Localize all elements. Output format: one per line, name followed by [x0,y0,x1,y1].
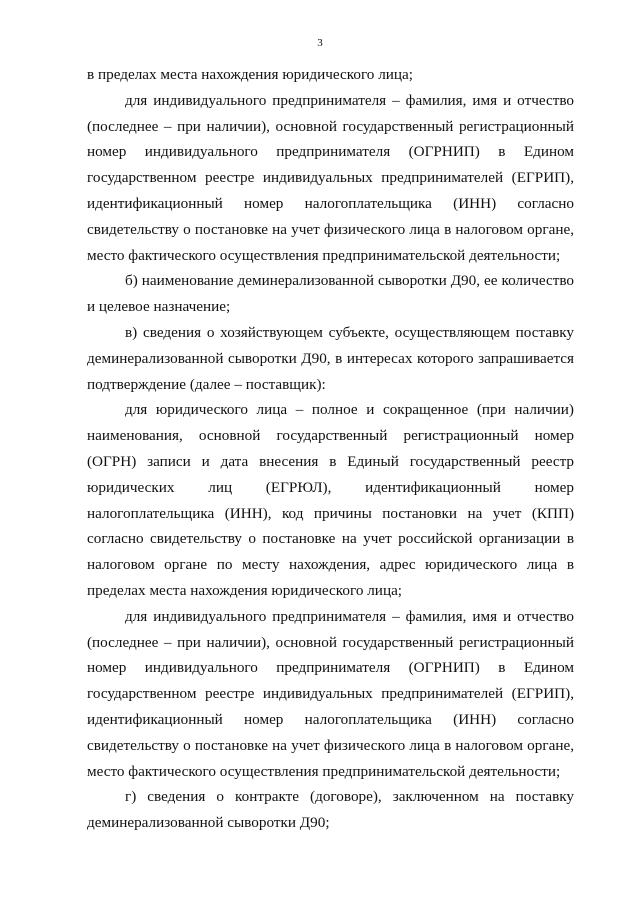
paragraph-v-supplier-info: в) сведения о хозяйствующем субъекте, осуществляющем поставку деминерализованной сыворотки Д90, в интересах которого запрашивается подтверждение (далее – поставщик): [87,323,574,393]
paragraph-individual-entrepreneur-applicant: для индивидуального предпринимателя – фамилия, имя и отчество (последнее – при наличии), основной государственный регистрационный номер индивидуального предпринимателя (ОГРНИП) в Едином государственном реестре индивидуальных предпринимателей (ЕГРИП), идентификационный номер налогоплательщика (ИНН) согласно свидетельству о постановке на учет физического лица в налоговом органе, место фактического осуществления предпринимательской деятельности; [87,91,574,264]
paragraph-g-contract-info: г) сведения о контракте (договоре), заключенном на поставку деминерализованной сыворотки Д90; [87,788,574,832]
paragraph-b-product-name: б) наименование деминерализованной сыворотки Д90, ее количество и целевое назначение; [87,272,574,316]
paragraph-continuation-location: в пределах места нахождения юридического лица; [87,66,413,83]
paragraph-legal-entity-supplier: для юридического лица – полное и сокращенное (при наличии) наименования, основной государственный регистрационный номер (ОГРН) записи и дата внесения в Единый государственный реестр юридических лиц (ЕГРЮЛ), идентификационный номер налогоплательщика (ИНН), код причины постановки на учет (КПП) согласно свидетельству о постановке на учет российской организации в налоговом органе по месту нахождения, адрес юридического лица в пределах места нахождения юридического лица; [87,401,574,599]
paragraph-individual-entrepreneur-supplier: для индивидуального предпринимателя – фамилия, имя и отчество (последнее – при наличии), основной государственный регистрационный номер индивидуального предпринимателя (ОГРНИП) в Едином государственном реестре индивидуальных предпринимателей (ЕГРИП), идентификационный номер налогоплательщика (ИНН) согласно свидетельству о постановке на учет физического лица в налоговом органе, место фактического осуществления предпринимательской деятельности; [87,607,574,780]
document-body [87,62,574,836]
page-number: 3 [317,37,323,49]
